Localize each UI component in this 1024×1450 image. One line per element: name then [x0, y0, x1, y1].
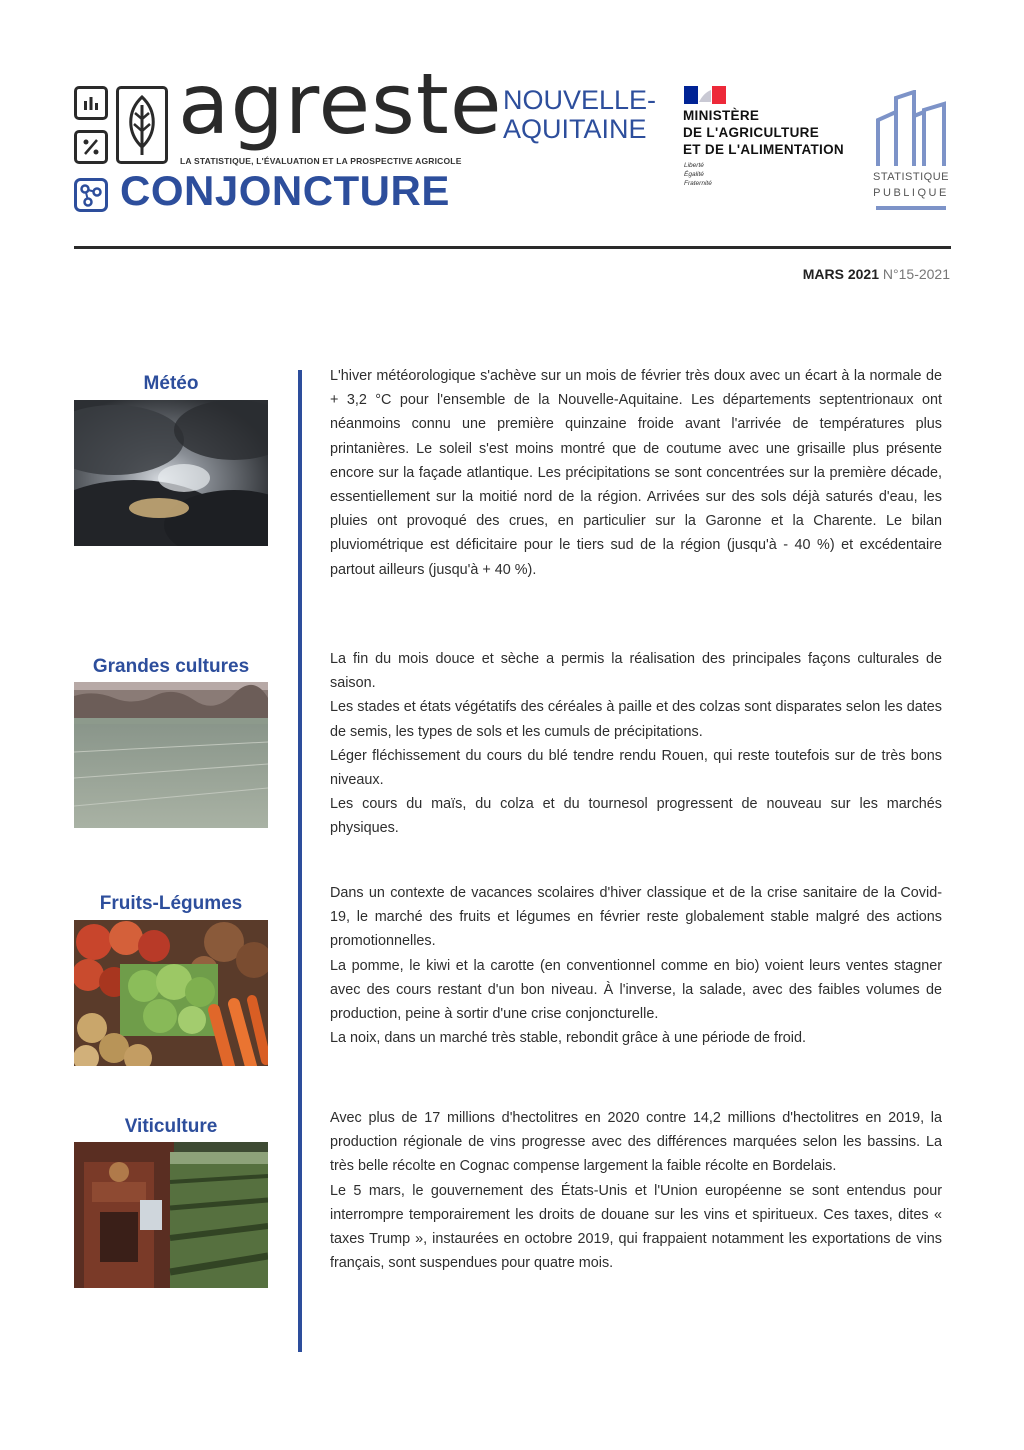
section-text-meteo: [330, 364, 942, 582]
brand-wordmark: agreste: [178, 55, 503, 153]
section-text-grandes-cultures: [330, 647, 942, 841]
column-divider: [298, 370, 302, 1352]
paragraph: Léger fléchissement du cours du blé tendre rendu Rouen, qui reste toutefois sur de très bons niveaux.: [330, 747, 942, 789]
crop-field-photo-icon: [74, 682, 268, 828]
statistique-publique-label: [872, 170, 950, 202]
paragraph: La pomme, le kiwi et la carotte (en conventionnel comme en bio) voient leurs ventes stagner avec des cours restant d'un bon niveau. À l'inverse, la salade, avec des faibles volumes de production, peine à sortir d'une crise conjoncturelle.: [330, 957, 942, 1023]
agreste-logo-icons: [74, 86, 170, 166]
paragraph: Les cours du maïs, du colza et du tournesol progressent de nouveau sur les marchés physiques.: [330, 796, 942, 837]
section-title-meteo: Météo: [143, 373, 199, 394]
paragraph: L'hiver météorologique s'achève sur un mois de février très doux avec un écart à la normale de + 3,2 °C pour l'ensemble de la Nouvelle-Aquitaine. Les départements septentrionaux ont néanmoins connu une première quinzaine froide avant l'arrivée de températures plus printanières. Le soleil s'est moins montré que de coutume avec une grisaille plus présente encore sur la façade atlantique. Les précipitations se sont concentrées sur la première décade, essentiellement sur la moitié nord de la région. Arrivées sur des sols déjà saturés d'eau, les pluies ont provoqué des crues, en particulier sur la Garonne et la Charente. Le bilan pluviométrique est déficitaire pour le tiers sud de la région (jusqu'à - 40 %) et excédentaire partout ailleurs (jusqu'à + 40 %).: [330, 368, 942, 578]
section-text-viticulture: [330, 1106, 942, 1275]
region-line-2: AQUITAINE: [503, 114, 647, 145]
fruits-vegetables-photo-icon: [74, 920, 268, 1066]
issue-date: MARS 2021: [802, 266, 880, 282]
issue-number: N°15-2021: [882, 266, 950, 282]
paragraph: Le 5 mars, le gouvernement des États-Unis et l'Union européenne se sont entendus pour interrompre temporairement les droits de douane sur les vins et spiritueux. Ces taxes, dites « taxes Trump », instaurées en octobre 2019, qui frappaient notamment les exportations de vins français, sont suspendues pour quatre mois.: [330, 1182, 942, 1272]
brand-tagline: LA STATISTIQUE, L'ÉVALUATION ET LA PROSPECTIVE AGRICOLE: [180, 156, 462, 166]
paragraph: La noix, dans un marché très stable, rebondit grâce à une période de froid.: [330, 1030, 806, 1047]
header-divider: [74, 246, 951, 249]
stat-line-1: STATISTIQUE: [873, 171, 949, 183]
series-title: CONJONCTURE: [120, 167, 450, 214]
marianne-flag-icon: [684, 86, 726, 104]
paragraph: La fin du mois douce et sèche a permis la réalisation des principales façons culturales de saison.: [330, 651, 942, 692]
motto-egalite: Égalité: [684, 170, 704, 178]
paragraph: Dans un contexte de vacances scolaires d'hiver classique et de la crise sanitaire de la Covid-19, le marché des fruits et légumes en février reste globalement stable malgré des actions promotionnelles.: [330, 885, 942, 950]
statistique-underline: [876, 206, 946, 210]
network-icon: [74, 178, 108, 212]
issue-info: [803, 266, 950, 282]
section-title-fruits-legumes: Fruits-Légumes: [99, 893, 243, 914]
leaf-icon: [116, 86, 168, 164]
paragraph: Les stades et états végétatifs des céréales à paille et des colzas sont disparates selon les dates de semis, les types de sols et les cumuls de précipitations.: [330, 699, 942, 740]
region-name: [503, 86, 656, 144]
stat-line-2: PUBLIQUE: [873, 186, 949, 199]
bar-chart-icon: [74, 86, 108, 120]
motto-liberte: Liberté: [684, 162, 704, 169]
ministry-line-2: DE L'AGRICULTURE: [683, 124, 820, 140]
section-title-viticulture: Viticulture: [124, 1116, 218, 1137]
region-line-1: NOUVELLE-: [503, 85, 657, 115]
republic-motto: [684, 162, 712, 188]
statistique-publique-logo-icon: [874, 90, 948, 166]
ministry-name: [683, 108, 844, 159]
paragraph: Avec plus de 17 millions d'hectolitres en 2020 contre 14,2 millions d'hectolitres en 2019, la production régionale de vins progresse avec des différences marquées selon les bassins. La très belle récolte en Cognac compense largement la faible récolte en Bordelais.: [330, 1110, 942, 1175]
stormy-sky-photo-icon: [74, 400, 268, 546]
section-text-fruits-legumes: [330, 881, 942, 1050]
percent-icon: [74, 130, 108, 164]
section-title-grandes-cultures: Grandes cultures: [92, 656, 250, 677]
motto-fraternite: Fraternité: [684, 179, 712, 187]
vineyard-distillery-photo-icon: [74, 1142, 268, 1288]
ministry-line-3: ET DE L'ALIMENTATION: [683, 141, 844, 157]
ministry-line-1: MINISTÈRE: [683, 108, 760, 123]
